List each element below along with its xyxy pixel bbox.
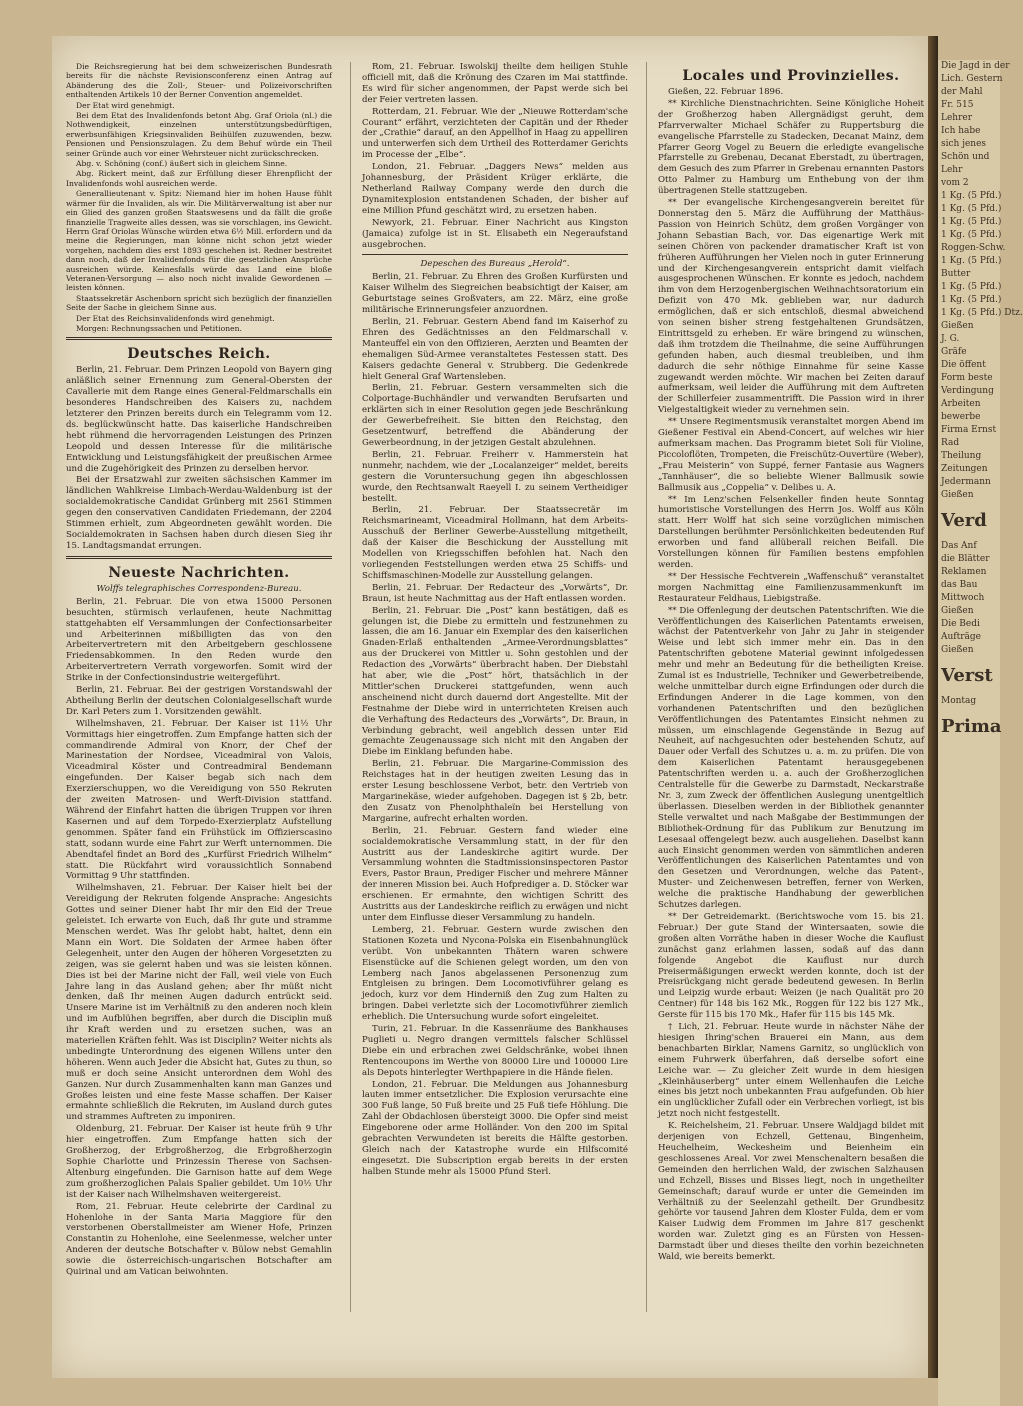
article-paragraph: Berlin, 21. Februar. Freiherr v. Hammerstein hat nunmehr, nachdem, wie der „Localanzeiger“ meldet, bereits gestern die Voruntersuchung gegen ihn abgeschlossen wurde, den Rechtsanwalt Raeyell I. zu seinem Vertheidiger bestellt. — [362, 449, 628, 504]
adjacent-page-fragment: 1 Kg. (5 Pfd.) — [941, 191, 1002, 201]
adjacent-page-fragment: Die Bedi — [941, 619, 980, 629]
article-paragraph: Bei dem Etat des Invalidenfonds betont Abg. Graf Oriola (nl.) die Nothwendigkeit, einzelnen unterstützungsbedürftigen, erwerbsunfähigen Kriegsinvaliden Beihülfen zuzuwenden, bezw. Pensionen und Pensionszulagen. Zu dem Behuf würde ein Theil seiner Gründe auch vor einer Wehrsteuer nicht zurückschrecken. — [66, 111, 332, 158]
article-paragraph: K. Reichelsheim, 21. Februar. Unsere Waldjagd bildet mit derjenigen von Echzell, Gettenau, Bingenheim, Heuchelheim, Weckesheim und Beienheim ein geschlossenes Areal. Vor zwei Menschenaltern besaßen die Gemeinden den herrlichen Wald, der zwischen Salzhausen und Echzell, Bisses und Bisses liegt, noch in ungetheilter Gemeinschaft; darauf wurde er unter die Gemeinden im Verhältniß zu der Seelenzahl getheilt. Der Grundbesitz gehörte vor tausend Jahren dem Kloster Fulda, dem er vom Kaiser Ludwig dem Frommen im Jahre 817 geschenkt worden war. Zuletzt ging es an Fürsten von Hessen-Darmstadt über und dieses theilte den vorhin bezeichneten Wald, wie bereits bemerkt. — [658, 1121, 924, 1263]
article-paragraph: Die Reichsregierung hat bei dem schweizerischen Bundesrath bereits für die nächste Revisionsconferenz einen Antrag auf Abänderung des die Zoll-, Steuer- und Polizeivorschriften enthaltenden Artikels 10 der Berner Convention angemeldet. — [66, 62, 332, 100]
adjacent-page-fragment: Zeitungen — [941, 464, 988, 474]
adjacent-page-fragment: sich jenes — [941, 139, 987, 149]
column-divider — [350, 62, 351, 1312]
article-paragraph: London, 21. Februar. Die Meldungen aus Johannesburg lauten immer entsetzlicher. Die Explosion verursachte eine 300 Fuß lange, 50 Fuß breite und 25 Fuß tiefe Höhlung. Die Zahl der Obdachlosen übersteigt 3000. Die Opfer sind meist Eingeborene oder arme Holländer. Von den 200 im Spital gebrachten Verwundeten ist bereits die Hälfte gestorben. Gleich nach der Katastrophe wurde ein Hilfscomité eingesetzt. Die Subscription ergab bereits in der ersten halben Stunde mehr als 15000 Pfund Sterl. — [362, 1079, 628, 1177]
column-divider — [646, 62, 647, 1312]
article-paragraph: Rotterdam, 21. Februar. Wie der „Nieuwe Rotterdam'sche Courant“ erfährt, verzichteten der Capitän und der Rheder der „Crathie“ darauf, an den Appellhof in Haag zu appelliren und unterwerfen sich dem Urtheil des Rotterdamer Gerichts im Processe der „Elbe“. — [362, 106, 628, 161]
article-paragraph: Bei der Ersatzwahl zur zweiten sächsischen Kammer im ländlichen Wahlkreise Limbach-Werdau-Waldenburg ist der socialdemokratische Candidat Grünberg mit 2561 Stimmen gegen den conservativen Candidaten Friedemann, der 2204 Stimmen erhielt, zum Abgeordneten gewählt worden. Die Socialdemokraten in Sachsen haben durch diesen Sieg ihr 15. Landtagsmandat errungen. — [66, 475, 332, 551]
adjacent-page-fragment: 1 Kg. (5 Pfd.) — [941, 204, 1002, 214]
book-gutter — [928, 36, 938, 1378]
adjacent-page-fragment: Gießen — [941, 645, 974, 655]
adjacent-page-fragment: Gießen — [941, 606, 974, 616]
article-paragraph: Turin, 21. Februar. In die Kassenräume des Bankhauses Puglieti u. Negro drangen vermittels falscher Schlüssel Diebe ein und erbrachen zwei Geldschränke, wobei ihnen Rentencoupons im Werthe von 80000 Lire und 100000 Lire als Depots hinterlegter Werthpapiere in die Hände fielen. — [362, 1024, 628, 1078]
article-paragraph: Berlin, 21. Februar. Die Margarine-Commission des Reichstages hat in der heutigen zweiten Lesung das in erster Lesung beschlossene Verbot, betr. den Vertrieb von Margarinekäse, wieder aufgehoben. Dagegen ist § 2b, betr. den Zusatz von Phenolphthaleïn bei Herstellung von Margarine, aufrecht erhalten worden. — [362, 759, 628, 824]
adjacent-page-fragment: 1 Kg. (5 Pfd.) — [941, 217, 1002, 227]
article-paragraph: Berlin, 21. Februar. Gestern versammelten sich die Colportage-Buchhändler und verwandten Berufsarten und erklärten sich in einer Resolution gegen jede Beschränkung der Gewerbefreiheit. Sie bitten den Reichstag, den Gesetzentwurf, betreffend die Abänderung der Gewerbeordnung, in der jetzigen Gestalt abzulehnen. — [362, 383, 628, 448]
article-paragraph: Staatssekretär Aschenborn spricht sich bezüglich der finanziellen Seite der Sache in gleichem Sinne aus. — [66, 293, 332, 313]
article-paragraph: Rom, 21. Februar. Iswolskij theilte dem heiligen Stuhle officiell mit, daß die Krönung des Czaren im Mai stattfinde. Es wird für sicher angenommen, der Papst werde sich bei der Feier vertreten lassen. — [362, 62, 628, 105]
section-heading-news: Neueste Nachrichten. — [108, 564, 290, 581]
article-paragraph: Newyork, 21. Februar. Einer Nachricht aus Kingston (Jamaica) zufolge ist in St. Elisabeth ein Negeraufstand ausgebrochen. — [362, 217, 628, 250]
section-heading-local: Locales und Provinzielles. — [682, 68, 900, 84]
column-middle — [362, 62, 628, 1310]
adjacent-page-fragment: Ich habe — [941, 126, 981, 136]
article-paragraph: Abg. Rickert meint, daß zur Erfüllung dieser Ehrenpflicht der Invalidenfonds wohl ausreichen werde. — [66, 169, 332, 188]
adjacent-page-fragment: vom 2 — [941, 178, 969, 188]
adjacent-page-fragment: Lich. Gestern — [941, 74, 1003, 84]
adjacent-page-fragment: Jedermann — [941, 477, 991, 487]
adjacent-page-fragment: Gießen — [941, 490, 974, 500]
adjacent-page-fragment: Firma Ernst — [941, 425, 997, 435]
adjacent-page-fragment: 1 Kg. (5 Pfd.) — [941, 230, 1002, 240]
section-heading-reich: Deutsches Reich. — [127, 346, 271, 363]
adjacent-page-fragment: Schön und — [941, 152, 990, 162]
column-right — [658, 62, 924, 1310]
article-paragraph: Der Etat wird genehmigt. — [76, 100, 175, 110]
adjacent-page-fragment: Die öffent — [941, 360, 986, 370]
article-paragraph: Rom, 21. Februar. Heute celebrirte der Cardinal zu Hohenlohe in der Santa Maria Maggiore für den verstorbenen Oberstallmeister am Wiener Hofe, Prinzen Constantin zu Hohenlohe, eine Seelenmesse, welcher unter Anderen der deutsche Botschafter v. Bülow nebst Gemahlin sowie die österreichisch-ungarischen Botschafter am Quirinal und am Vatican beiwohnten. — [66, 1201, 332, 1278]
section-divider — [66, 337, 332, 340]
column-left — [66, 62, 332, 1310]
article-paragraph: ** Unsere Regimentsmusik veranstaltet morgen Abend im Gießener Festival ein Abend-Concert, auf welches wir hier aufmerksam machen. Das Programm bietet Soli für Violine, Piccoloflöten, Trompeten, die Freischütz-Ouvertüre (Weber), „Frau Meisterin“ von Suppé, ferner Fantasie aus Wagners „Tannhäuser“, die so beliebte Wiener Ballmusik sowie Ballmusik aus „Coppelia“ v. Delibes u. A. — [658, 417, 924, 493]
adjacent-page-fragment: Das Anf — [941, 541, 977, 551]
adjacent-page-fragment: 1 Kg. (5 Pfd.) — [941, 295, 1002, 305]
article-paragraph: Oldenburg, 21. Februar. Der Kaiser ist heute früh 9 Uhr hier eingetroffen. Zum Empfange hatten sich der Großherzog, der Erbgroßherzog, die Erbgroßherzogin Sophie Charlotte und Prinzessin Therese von Sachsen-Altenburg eingefunden. Die Garnison hatte auf dem Wege zum großherzoglichen Palais Spalier gebildet. Um 10½ Uhr ist der Kaiser nach Wilhelmshaven weitergereist. — [66, 1124, 332, 1200]
adjacent-page-fragment: Verdingung — [941, 386, 994, 396]
adjacent-page-fragment: Verd — [941, 510, 987, 531]
adjacent-page-fragment: bewerbe — [941, 412, 981, 422]
adjacent-page-fragment: J. G. — [941, 334, 960, 344]
adjacent-page-fragment: Montag — [941, 696, 977, 706]
article-paragraph: Berlin, 21. Februar. Dem Prinzen Leopold von Bayern ging anläßlich seiner Ernennung zum General-Obersten der Cavallerie mit dem Range eines General-Feldmarschalls ein besonderes Handschreiben des Kaisers zu, nachdem letzterer den Prinzen bereits durch ein Telegramm vom 12. ds. beglückwünscht hatte. Das kaiserliche Handschreiben hebt rühmend die hervorragenden Leistungen des Prinzen Leopold und dessen Interesse für die militärische Entwicklung und Leistungsfähigkeit der preußischen Armee und die Zugehörigkeit des Prinzen zu derselben hervor. — [66, 365, 332, 474]
article-paragraph: Wilhelmshaven, 21. Februar. Der Kaiser hielt bei der Vereidigung der Rekruten folgende Ansprache: Angesichts Gottes und seiner Diener habt Ihr mir den Eid der Treue geleistet. Ich erwarte von Euch, daß Ihr gute und stramme Menschen werdet. Was Ihr gelobt habt, haltet, denn ein Mann ein Wort. Die Soldaten der Armee haben öfter Gelegenheit, unter den Augen der höheren Vorgesetzten zu zeigen, was sie gelernt haben und was sie leisten können. Dies ist bei der Marine nicht der Fall, weil viele von Euch Jahre lang in das Ausland gehen; aber Ihr müßt nicht denken, daß Ihr meinen Augen dadurch entrückt seid. Unsere Marine ist im Verhältniß zu den anderen noch klein und im Aufblühen begriffen, aber durch die Disciplin muß ihr Kraft werden und zu ersetzen suchen, was an materiellen Kräften fehlt. Was ist Disciplin? Weiter nichts als unbedingte Unterordnung des eigenen Willens unter den höheren. Wenn auch Jeder die Absicht hat, Gutes zu thun, so muß er doch seine Ansicht unterordnen dem Wohl des Ganzen. Nur durch Zusammenhalten kann man Ganzes und Großes leisten und eine feste Masse schaffen. Der Kaiser ermahnte schließlich die Rekruten, im Ausland durch gutes und strammes Auftreten zu imponiren. — [66, 883, 332, 1123]
adjacent-page-fragment: Lehr — [941, 165, 963, 175]
adjacent-page-fragment: Rad — [941, 438, 960, 448]
adjacent-page-fragment: 1 Kg. (5 Pfd.) Dtz. — [941, 308, 1023, 318]
adjacent-page-edge — [938, 60, 1023, 1406]
news-agency-subheading: Wolffs telegraphisches Correspondenz-Bureau. — [96, 583, 302, 594]
article-paragraph: † Lich, 21. Februar. Heute wurde in nächster Nähe der hiesigen Ihring'schen Brauerei ein Mann, aus dem benachbarten Birklar, Namens Garnitz, so unglücklich von einem Fuhrwerk überfahren, daß derselbe sofort eine Leiche war. — Zu gleicher Zeit wurde in dem hiesigen „Kleinhäuserberg“ unter einem Wellenhaufen die Leiche eines bis jetzt noch unbekannten Frau aufgefunden. Ob hier ein unglücklicher Zufall oder ein Verbrechen vorliegt, ist bis jetzt noch nicht festgestellt. — [658, 1022, 924, 1120]
article-paragraph: Berlin, 21. Februar. Der Redacteur des „Vorwärts“, Dr. Braun, ist heute Nachmittag aus der Haft entlassen worden. — [362, 582, 628, 604]
adjacent-page-fragment: 1 Kg. (5 Pfd.) — [941, 256, 1002, 266]
adjacent-page-fragment: Gießen — [941, 321, 974, 331]
adjacent-page-fragment: Die Jagd in der — [941, 61, 1010, 71]
adjacent-page-fragment: Form beste — [941, 373, 993, 383]
article-paragraph: Berlin, 21. Februar. Die „Post“ kann bestätigen, daß es gelungen ist, die Diebe zu ermitteln und festzunehmen zu lassen, die am 16. Januar ein Exemplar des den kaiserlichen Gnaden-Erlaß enthaltenden „Armee-Verordnungsblattes“ aus der Druckerei von Mittler u. Sohn gestohlen und der Redaction des „Vorwärts“ überbracht haben. Der Diebstahl hat aber, wie die „Post“ hört, thatsächlich in der Mittler'schen Druckerei stattgefunden, wenn auch anscheinend nicht durch dauernd dort Angestellte. Mit der Festnahme der Diebe wird in unterrichteten Kreisen auch die Verhaftung des Redacteurs des „Vorwärts“, Dr. Braun, in Verbindung gebracht, weil angeblich dessen unter Eid gemachte Zeugenaussage sich nicht mit den Angaben der Diebe im Einklang befunden habe. — [362, 605, 628, 758]
article-paragraph: Morgen: Rechnungssachen und Petitionen. — [76, 323, 242, 333]
article-paragraph: ** Kirchliche Dienstnachrichten. Seine Königliche Hoheit der Großherzog haben Allergnädigst geruht, dem Pfarrverwalter Michael Schäfer zu Ruppertsburg die evangelische Pfarrstelle zu Stadecken, Decanat Mainz, dem Pfarrer Georg Vogel zu Beuern die erledigte evangelische Pfarrstelle zu Grebenau, Decanat Eberstadt, zu übertragen, dem Gesuch des zum Pfarrer in Grebenau ernannten Pastors Otto Palmer zu Hamburg um Enthebung von der ihm übertragenen Stelle stattzugeben. — [658, 98, 924, 197]
article-paragraph: ** Die Offenlegung der deutschen Patentschriften. Wie die Veröffentlichungen des Kaiserlichen Patentamts erweisen, wächst der Patentverkehr von Jahr zu Jahr in steigender Weise und lebt sich immer mehr ein. Das in den Patentschriften gebotene Material gewinnt infolgedessen mehr und mehr an Bedeutung für die betheiligten Kreise. Zumal ist es Industrielle, Techniker und Gewerbetreibende, welche unmittelbar durch eigne Erfindungen oder durch die Erfindungen Anderer in die Lage kommen, von den vorhandenen Patentschriften und den bezüglichen Veröffentlichungen des Patentamtes Einsicht nehmen zu müssen, um einschlagende Gegenstände in Bezug auf Neuheit, auf nachgesuchten oder bestehenden Schutz, auf Dauer oder Verfall des Schutzes u. a. m. zu prüfen. Die von dem Kaiserlichen Patentamt herausgegebenen Patentschriften werden u. a. auch der Großherzoglichen Centralstelle für die Gewerbe zu Darmstadt, Neckarstraße Nr. 3, zum Zweck der öffentlichen Auslegung unentgeltlich überlassen. Dieselben werden in der Bibliothek genannter Stelle verwaltet und nach Maßgabe der Bestimmungen der Bibliothek-Ordnung für das Publikum zur Benutzung im Lesesaal offengelegt bezw. auch ausgeliehen. Daselbst kann auch Einsicht genommen werden von sämmtlichen anderen Veröffentlichungen des Kaiserlichen Patentamtes und von den Gesetzen und Verordnungen, welche das Patent-, Muster- und Zeichenwesen betreffen, ferner von Werken, welche die praktische Handhabung der gewerblichen Schutzes darlegen. — [658, 605, 924, 911]
article-paragraph: Gießen, 22. Februar 1896. — [668, 87, 784, 97]
adjacent-page-fragment: Theilung — [941, 451, 982, 461]
adjacent-page-fragment: Aufträge — [941, 632, 981, 642]
article-paragraph: Abg. v. Schöning (conf.) äußert sich in gleichem Sinne. — [76, 159, 288, 169]
article-paragraph: Lemberg, 21. Februar. Gestern wurde zwischen den Stationen Kozeta und Nycona-Polska ein Eisenbahnunglück verübt. Von unbekannten Thätern waren schwere Eisenstücke auf die Schienen gelegt worden, um den von Lemberg nach Janos abgelassenen Personenzug zum Entgleisen zu bringen. Dem Locomotivführer gelang es jedoch, kurz vor dem Hinderniß den Zug zum Halten zu bringen. Dabei verletzte sich der Locomotivführer ziemlich erheblich. Die Untersuchung wurde sofort eingeleitet. — [362, 924, 628, 1023]
article-paragraph: Berlin, 21. Februar. Gestern Abend fand im Kaiserhof zu Ehren des Gedächtnisses an den Feldmarschall v. Manteuffel ein von den Offizieren, Aerzten und Beamten der ehemaligen Süd-Armee veranstaltetes Festessen statt. Des Kaisers gedachte General v. Strubberg. Die Gedenkrede hielt General Graf Wartensleben. — [362, 317, 628, 382]
adjacent-page-fragment: Arbeiten — [941, 399, 981, 409]
article-paragraph: Berlin, 21. Februar. Zu Ehren des Großen Kurfürsten und Kaiser Wilhelm des Siegreichen beabsichtigt der Kaiser, am Geburtstage seines Großvaters, am 22. März, eine große militärische Erinnerungsfeier anzuordnen. — [362, 272, 628, 316]
adjacent-page-fragment: Verst — [941, 665, 993, 686]
article-paragraph: ** Der evangelische Kirchengesangverein bereitet für Donnerstag den 5. März die Aufführung der Matthäus-Passion von Heinrich Schütz, dem großen Vorgänger von Johann Sebastian Bach, vor. Das eigenartige Werk mit seinen Chören von packender dramatischer Kraft ist von früheren Aufführungen her Vielen noch in guter Erinnerung und der Kirchengesangverein entspricht damit vielfach ausgesprochenen Wünschen. Er konnte es jedoch, nachdem ihm von dem Herzogenbergischen Weihnachtsoratorium ein Defizit von 470 Mk. geblieben war, nur dadurch ermöglichen, daß er sich entschloß, diesmal abweichend von seinen bisher streng festgehaltenen Grundsätzen, Eintrittsgeld zu erheben. Er wäre bringend zu wünschen, daß ihm trotzdem die Theilnahme, die seine Aufführungen gefunden haben, auch diesmal treubleiben, und ihm dadurch die sehr nöthige Einnahme für seine Kasse zugewandt werden möchte. Wir machen bei Zeiten darauf aufmerksam, weil leider die Aufführung mit dem Auftreten der Schillerfeier zusammentrifft. Die Passion wird in ihrer Vielgestaltigkeit wieder zu vernehmen sein. — [658, 198, 924, 416]
article-paragraph: Wilhelmshaven, 21. Februar. Der Kaiser ist 11½ Uhr Vormittags hier eingetroffen. Zum Empfange hatten sich der commandirende Admiral von Knorr, der Chef der Marinestation der Nordsee, Viceadmiral von Valois, Viceadmiral Köster und Contreadmiral Bendemann eingefunden. Der Kaiser begab sich nach dem Exerzierschuppen, wo die Vereidigung von 550 Rekruten der zweiten Matrosen- und Werft-Division stattfand. Während der Einfahrt hatten die übrigen Truppen vor ihren Kasernen und auf dem Torpedo-Exerzierplatz Aufstellung genommen. Später fand ein Frühstück im Offizierscasino statt, sodann wurde eine Fahrt zur Werft unternommen. Die Abendtafel findet an Bord des „Kurfürst Friedrich Wilhelm“ statt. Die Rückfahrt wird voraussichtlich Sonnabend Vormittag 9 Uhr stattfinden. — [66, 718, 332, 882]
article-paragraph: ** Der Hessische Fechtverein „Waffenschuß“ veranstaltet morgen Nachmittag eine Familienzusammenkunft im Restaurateur Feldhaus, Liebigstraße. — [658, 571, 924, 604]
article-paragraph: Berlin, 21. Februar. Gestern fand wieder eine socialdemokratische Versammlung statt, in der für den Austritt aus der Landeskirche agitirt wurde. Der Versammlung wohnten die Stadtmissionsinspectoren Pastor Evers, Pastor Braun, Prediger Fischer und mehrere Männer der inneren Mission bei. Auch Hofprediger a. D. Stöcker war erschienen. Er ermahnte, den wichtigen Schritt des Austritts aus der Landeskirche reiflich zu erwägen und nicht unter dem Einflusse dieser Versammlung zu handeln. — [362, 825, 628, 923]
adjacent-page-fragment: der Mahl — [941, 87, 983, 97]
article-paragraph: Der Etat des Reichsinvalidenfonds wird genehmigt. — [76, 313, 275, 323]
adjacent-page-fragment: Butter — [941, 269, 971, 279]
adjacent-page-fragment: das Bau — [941, 580, 978, 590]
adjacent-page-fragment: Prima — [941, 716, 1002, 737]
adjacent-page-fragment: Gräfe — [941, 347, 967, 357]
section-divider — [66, 556, 332, 559]
section-divider — [362, 254, 628, 255]
herold-subheading: Depeschen des Bureaus „Herold“. — [420, 259, 570, 270]
adjacent-page-fragment: Fr. 515 — [941, 100, 974, 110]
article-paragraph: ** Der Getreidemarkt. (Berichtswoche vom 15. bis 21. Februar.) Der gute Stand der Wintersaaten, sowie die großen alten Vorräthe haben in dieser Woche die Kauflust zunächst ganz erlahmen lassen, sodaß auf das dann folgende Angebot die Kauflust nur durch Preisermäßigungen erweckt werden konnte, doch ist der Preisrückgang nicht gerade bedeutend gewesen. In Berlin und Leipzig wurde erbaut: Weizen (je nach Qualität pro 20 Centner) für 148 bis 162 Mk., Roggen für 122 bis 127 Mk., Gerste für 115 bis 170 Mk., Hafer für 115 bis 145 Mk. — [658, 911, 924, 1021]
adjacent-page-fragment: Reklamen — [941, 567, 987, 577]
article-paragraph: London, 21. Februar. „Daggers News“ melden aus Johannesburg, der Präsident Krüger erklärte, die Netherland Railway Company werde den durch die Dynamitexplosion entstandenen Schaden, der bisher auf eine Million Pfund geschätzt wird, zu ersetzen haben. — [362, 162, 628, 216]
article-paragraph: Generallieutenant v. Spitz: Niemand hier im hohen Hause fühlt wärmer für die Invaliden, als wir. Die Militärverwaltung ist aber nur ein Glied des ganzen großen Staatswesens und da fällt die große finanzielle Tragweite alles dessen, was sie vorschlagen, ins Gewicht. Herrn Graf Oriolas Wünsche würden etwa 6½ Mill. erfordern und da meine die Regierungen, man könne nicht schon jetzt wieder vorgehen, nachdem dies erst 1893 geschehen ist. Redner bestreitet dann noch, daß der Invalidenfonds für die gesetzlichen Ansprüche ausreichen würde. Keinesfalls würde das Land eine bloße Veteranen-Versorgung — also noch nicht invalide Gewordenen — leisten können. — [66, 189, 332, 293]
adjacent-page-fragment: die Blätter — [941, 554, 990, 564]
article-paragraph: Berlin, 21. Februar. Der Staatssecretär im Reichsmarineamt, Viceadmiral Hollmann, hat dem Arbeits-Ausschuß der Berliner Gewerbe-Ausstellung mitgetheilt, daß der Kaiser die Beschickung der Ausstellung mit Modellen von Kriegsschiffen befohlen hat. Nach den vorliegenden Feststellungen werden etwa 25 Schiffs- und Schiffsmaschinen-Modelle zur Ausstellung gelangen. — [362, 505, 628, 581]
article-paragraph: Berlin, 21. Februar. Bei der gestrigen Vorstandswahl der Abtheilung Berlin der deutschen Colonialgesellschaft wurde Dr. Karl Peters zum 1. Vorsitzenden gewählt. — [66, 685, 332, 717]
adjacent-page-fragment: Roggen-Schw. — [941, 243, 1006, 253]
article-paragraph: ** Im Lenz'schen Felsenkeller finden heute Sonntag humoristische Vorstellungen des Herrn Jos. Wolff aus Köln statt. Herr Wolff hat sich seine vorzüglichen mimischen Darstellungen berühmter Persönlichkeiten bedeutenden Ruf erworben und fand allüberall reichen Beifall. Die Vorstellungen können für Familien bestens empfohlen werden. — [658, 494, 924, 570]
article-paragraph: Berlin, 21. Februar. Die von etwa 15000 Personen besuchten, stürmisch verlaufenen, heute Nachmittag stattgehabten elf Versammlungen der Confectionsarbeiter und Arbeiterinnen mißbilligten das von den Arbeitervertretern mit den Arbeitgebern geschlossene Friedensabkommen. In den Reden wurde den Arbeitervertretern Verrath vorgeworfen. Somit wird der Strike in der Confectionsindustrie weitergeführt. — [66, 596, 332, 684]
adjacent-page-fragment: Mittwoch — [941, 593, 985, 603]
adjacent-page-fragment: Lehrer — [941, 113, 973, 123]
adjacent-page-fragment: 1 Kg. (5 Pfd.) — [941, 282, 1002, 292]
